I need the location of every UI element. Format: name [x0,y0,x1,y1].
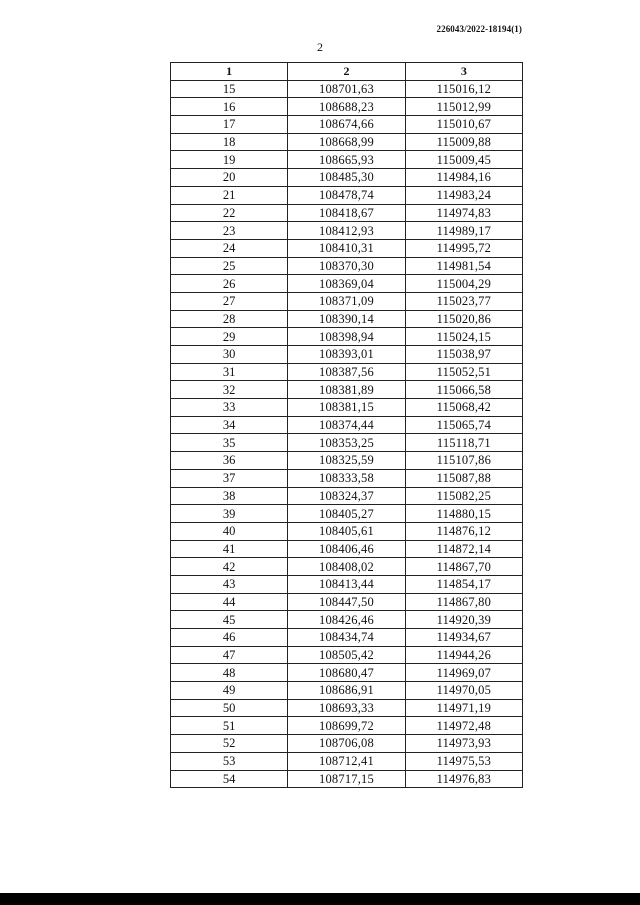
y-coordinate-cell: 114934,67 [405,629,522,647]
x-coordinate-cell: 108353,25 [288,434,405,452]
y-coordinate-cell: 115068,42 [405,399,522,417]
y-coordinate-cell: 114984,16 [405,169,522,187]
y-coordinate-cell: 115020,86 [405,310,522,328]
table-body [171,80,523,788]
x-coordinate-cell: 108706,08 [288,735,405,753]
point-number-cell: 21 [171,186,288,204]
x-coordinate-cell: 108674,66 [288,116,405,134]
x-coordinate-cell: 108693,33 [288,699,405,717]
table-header [171,63,523,81]
table-row [171,328,523,346]
x-coordinate-cell: 108426,46 [288,611,405,629]
y-coordinate-cell: 115024,15 [405,328,522,346]
x-coordinate-cell: 108665,93 [288,151,405,169]
point-number-cell: 36 [171,452,288,470]
x-coordinate-cell: 108406,46 [288,540,405,558]
point-number-cell: 42 [171,558,288,576]
x-coordinate-cell: 108680,47 [288,664,405,682]
x-coordinate-cell: 108505,42 [288,646,405,664]
point-number-cell: 31 [171,363,288,381]
y-coordinate-cell: 114976,83 [405,770,522,788]
table-row [171,611,523,629]
point-number-cell: 44 [171,593,288,611]
y-coordinate-cell: 114972,48 [405,717,522,735]
y-coordinate-cell: 114974,83 [405,204,522,222]
table-row [171,682,523,700]
x-coordinate-cell: 108381,15 [288,399,405,417]
table-row [171,699,523,717]
table-row [171,133,523,151]
header-row [171,63,523,81]
x-coordinate-cell: 108408,02 [288,558,405,576]
coordinates-table [170,62,523,788]
x-coordinate-cell: 108324,37 [288,487,405,505]
table-row [171,257,523,275]
table-row [171,292,523,310]
y-coordinate-cell: 114995,72 [405,239,522,257]
point-number-cell: 33 [171,399,288,417]
y-coordinate-cell: 114983,24 [405,186,522,204]
y-coordinate-cell: 114880,15 [405,505,522,523]
x-coordinate-cell: 108405,61 [288,522,405,540]
y-coordinate-cell: 115118,71 [405,434,522,452]
table-row [171,717,523,735]
point-number-cell: 25 [171,257,288,275]
table-row [171,575,523,593]
point-number-cell: 29 [171,328,288,346]
point-number-cell: 23 [171,222,288,240]
x-coordinate-cell: 108369,04 [288,275,405,293]
point-number-cell: 52 [171,735,288,753]
y-coordinate-cell: 115016,12 [405,80,522,98]
y-coordinate-cell: 115038,97 [405,346,522,364]
x-coordinate-cell: 108717,15 [288,770,405,788]
point-number-cell: 35 [171,434,288,452]
column-header: 1 [171,63,288,81]
point-number-cell: 51 [171,717,288,735]
point-number-cell: 48 [171,664,288,682]
x-coordinate-cell: 108374,44 [288,416,405,434]
point-number-cell: 26 [171,275,288,293]
table-row [171,416,523,434]
table-row [171,558,523,576]
point-number-cell: 22 [171,204,288,222]
table-row [171,770,523,788]
x-coordinate-cell: 108398,94 [288,328,405,346]
x-coordinate-cell: 108412,93 [288,222,405,240]
y-coordinate-cell: 115052,51 [405,363,522,381]
point-number-cell: 32 [171,381,288,399]
table-row [171,735,523,753]
table-row [171,381,523,399]
point-number-cell: 46 [171,629,288,647]
y-coordinate-cell: 115004,29 [405,275,522,293]
document-number: 226043/2022-18194(1) [436,24,522,34]
x-coordinate-cell: 108418,67 [288,204,405,222]
y-coordinate-cell: 114975,53 [405,752,522,770]
y-coordinate-cell: 114971,19 [405,699,522,717]
x-coordinate-cell: 108434,74 [288,629,405,647]
point-number-cell: 39 [171,505,288,523]
table-row [171,752,523,770]
y-coordinate-cell: 115066,58 [405,381,522,399]
table-row [171,222,523,240]
column-header: 3 [405,63,522,81]
x-coordinate-cell: 108371,09 [288,292,405,310]
point-number-cell: 30 [171,346,288,364]
x-coordinate-cell: 108447,50 [288,593,405,611]
x-coordinate-cell: 108485,30 [288,169,405,187]
y-coordinate-cell: 115012,99 [405,98,522,116]
table-row [171,346,523,364]
point-number-cell: 40 [171,522,288,540]
x-coordinate-cell: 108381,89 [288,381,405,399]
y-coordinate-cell: 114969,07 [405,664,522,682]
point-number-cell: 24 [171,239,288,257]
table-row [171,593,523,611]
x-coordinate-cell: 108699,72 [288,717,405,735]
x-coordinate-cell: 108668,99 [288,133,405,151]
y-coordinate-cell: 114854,17 [405,575,522,593]
point-number-cell: 34 [171,416,288,434]
scan-edge-bar [0,893,640,905]
y-coordinate-cell: 115082,25 [405,487,522,505]
y-coordinate-cell: 115009,45 [405,151,522,169]
y-coordinate-cell: 115107,86 [405,452,522,470]
y-coordinate-cell: 114867,80 [405,593,522,611]
table-row [171,629,523,647]
point-number-cell: 20 [171,169,288,187]
table-row [171,80,523,98]
point-number-cell: 47 [171,646,288,664]
y-coordinate-cell: 114989,17 [405,222,522,240]
table-row [171,469,523,487]
point-number-cell: 19 [171,151,288,169]
table-row [171,169,523,187]
table-row [171,522,523,540]
point-number-cell: 54 [171,770,288,788]
x-coordinate-cell: 108688,23 [288,98,405,116]
table-row [171,646,523,664]
point-number-cell: 43 [171,575,288,593]
table-row [171,275,523,293]
page-number: 2 [317,40,323,54]
table-row [171,664,523,682]
table-row [171,487,523,505]
point-number-cell: 49 [171,682,288,700]
y-coordinate-cell: 114876,12 [405,522,522,540]
x-coordinate-cell: 108390,14 [288,310,405,328]
point-number-cell: 17 [171,116,288,134]
x-coordinate-cell: 108405,27 [288,505,405,523]
table-row [171,98,523,116]
point-number-cell: 18 [171,133,288,151]
table-row [171,540,523,558]
x-coordinate-cell: 108686,91 [288,682,405,700]
point-number-cell: 28 [171,310,288,328]
y-coordinate-cell: 115023,77 [405,292,522,310]
y-coordinate-cell: 114981,54 [405,257,522,275]
table-row [171,434,523,452]
point-number-cell: 45 [171,611,288,629]
y-coordinate-cell: 114872,14 [405,540,522,558]
point-number-cell: 38 [171,487,288,505]
x-coordinate-cell: 108370,30 [288,257,405,275]
point-number-cell: 41 [171,540,288,558]
y-coordinate-cell: 115087,88 [405,469,522,487]
y-coordinate-cell: 114970,05 [405,682,522,700]
y-coordinate-cell: 115065,74 [405,416,522,434]
y-coordinate-cell: 114920,39 [405,611,522,629]
x-coordinate-cell: 108712,41 [288,752,405,770]
y-coordinate-cell: 115010,67 [405,116,522,134]
point-number-cell: 15 [171,80,288,98]
x-coordinate-cell: 108333,58 [288,469,405,487]
point-number-cell: 37 [171,469,288,487]
table-row [171,186,523,204]
y-coordinate-cell: 114973,93 [405,735,522,753]
table-row [171,310,523,328]
point-number-cell: 27 [171,292,288,310]
table-row [171,204,523,222]
point-number-cell: 50 [171,699,288,717]
x-coordinate-cell: 108413,44 [288,575,405,593]
y-coordinate-cell: 114944,26 [405,646,522,664]
table-row [171,399,523,417]
table-row [171,452,523,470]
table-row [171,239,523,257]
x-coordinate-cell: 108387,56 [288,363,405,381]
x-coordinate-cell: 108393,01 [288,346,405,364]
point-number-cell: 16 [171,98,288,116]
table-row [171,151,523,169]
table-row [171,116,523,134]
column-header: 2 [288,63,405,81]
y-coordinate-cell: 114867,70 [405,558,522,576]
point-number-cell: 53 [171,752,288,770]
x-coordinate-cell: 108410,31 [288,239,405,257]
y-coordinate-cell: 115009,88 [405,133,522,151]
table-row [171,363,523,381]
table-row [171,505,523,523]
x-coordinate-cell: 108701,63 [288,80,405,98]
x-coordinate-cell: 108325,59 [288,452,405,470]
x-coordinate-cell: 108478,74 [288,186,405,204]
